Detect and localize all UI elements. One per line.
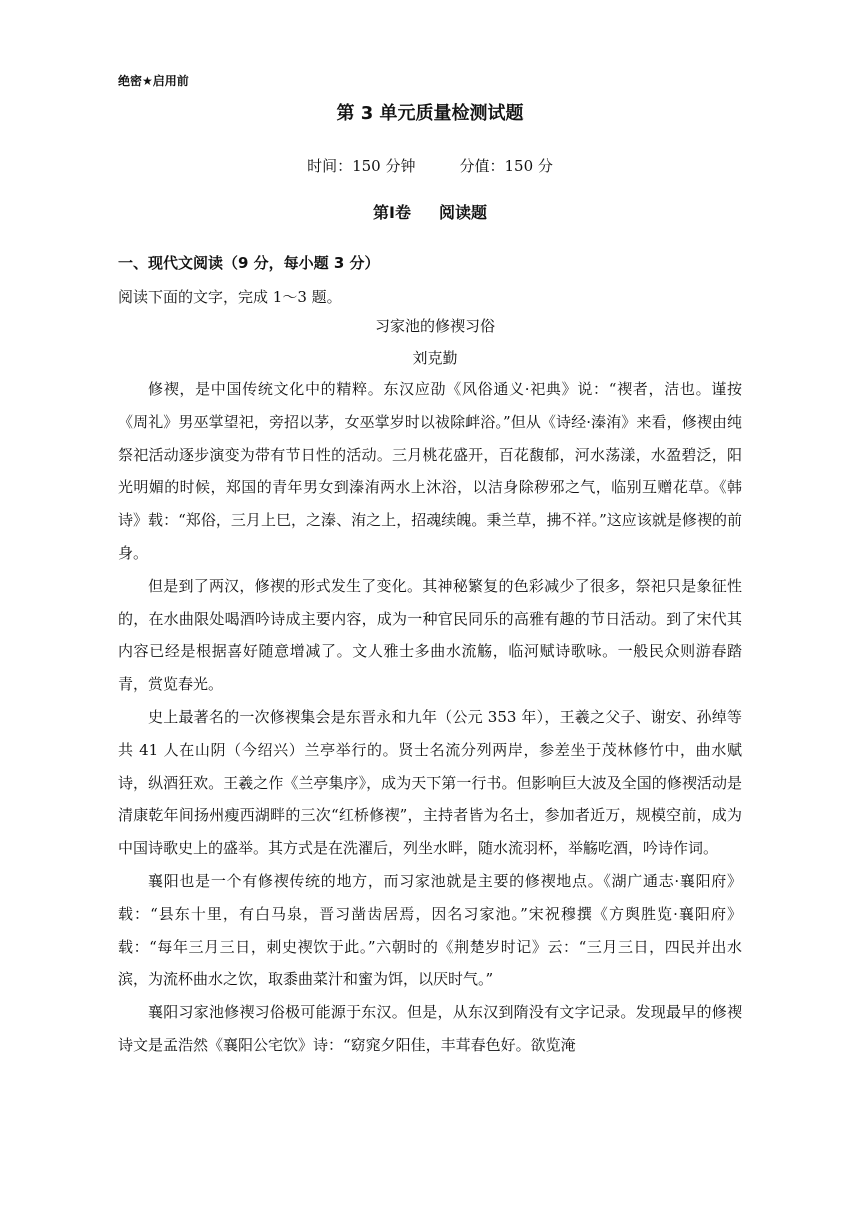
total-score: 分值：150 分 — [459, 157, 553, 175]
article-author: 刘克勤 — [412, 349, 458, 367]
paragraph: 修禊，是中国传统文化中的精粹。东汉应劭《风俗通义·祀典》说：“禊者，洁也。谨按《周礼》男巫掌望祀，旁招以茅，女巫掌岁时以祓除衅浴。”但从《诗经·溱洧》来看，修禊由纯祭祀活动逐步演变为带有节日性的活动。三月桃花盛开，百花馥郁，河水荡漾，水盈碧泛，阳光明媚的时候，郑国的青年男女到溱洧两水上沐浴，以洁身除秽邪之气，临别互赠花草。《韩诗》载：“郑俗，三月上巳，之溱、洧之上，招魂续魄。秉兰草，拂不祥。”这应该就是修禊的前身。 — [118, 380, 742, 562]
confidential-label: 绝密★启用前 — [118, 74, 189, 88]
paragraph: 但是到了两汉，修禊的形式发生了变化。其神秘繁复的色彩减少了很多，祭祀只是象征性的，在水曲限处喝酒吟诗成主要内容，成为一种官民同乐的高雅有趣的节日活动。到了宋代其内容已经是根据喜好随意增减了。文人雅士多曲水流觞，临河赋诗歌咏。一般民众则游春踏青，赏览春光。 — [118, 576, 742, 694]
volume-label: 第Ⅰ卷 — [373, 203, 411, 222]
exam-meta — [0, 155, 860, 176]
reading-instruction: 阅读下面的文字，完成 1～3 题。 — [118, 288, 342, 306]
paragraph: 襄阳也是一个有修禊传统的地方，而习家池就是主要的修禊地点。《湖广通志·襄阳府》载：“县东十里，有白马泉，晋习凿齿居焉，因名习家池。”宋祝穆撰《方舆胜览·襄阳府》载：“每年三月三日，刺史禊饮于此。”六朝时的《荆楚岁时记》云：“三月三日，四民并出水滨，为流杯曲水之饮，取黍曲菜汁和蜜为饵，以厌时气。” — [118, 871, 742, 989]
exam-title: 第 3 单元质量检测试题 — [336, 103, 524, 124]
article-title: 习家池的修禊习俗 — [374, 317, 495, 335]
paragraph: 襄阳习家池修禊习俗极可能源于东汉。但是，从东汉到隋没有文字记录。发现最早的修禊诗文是孟浩然《襄阳公宅饮》诗：“窈窕夕阳佳，丰茸春色好。欲览淹 — [118, 1003, 742, 1054]
section-name: 阅读题 — [438, 203, 487, 222]
article-body — [118, 373, 742, 1062]
paragraph: 史上最著名的一次修禊集会是东晋永和九年（公元 353 年），王羲之父子、谢安、孙绰等共 41 人在山阴（今绍兴）兰亭举行的。贤士名流分列两岸，参差坐于茂林修竹中，曲水赋诗，纵酒狂欢。王羲之作《兰亭集序》，成为天下第一行书。但影响巨大波及全国的修禊活动是清康乾年间扬州瘦西湖畔的三次“红桥修禊”，主持者皆为名士，参加者近万，规模空前，成为中国诗歌史上的盛举。其方式是在洗濯后，列坐水畔，随水流羽杯，举觞吃酒，吟诗作词。 — [118, 707, 742, 858]
time-limit: 时间：150 分钟 — [307, 157, 416, 175]
part-heading: 一、现代文阅读（9 分，每小题 3 分） — [118, 254, 380, 272]
section-heading — [0, 200, 860, 223]
